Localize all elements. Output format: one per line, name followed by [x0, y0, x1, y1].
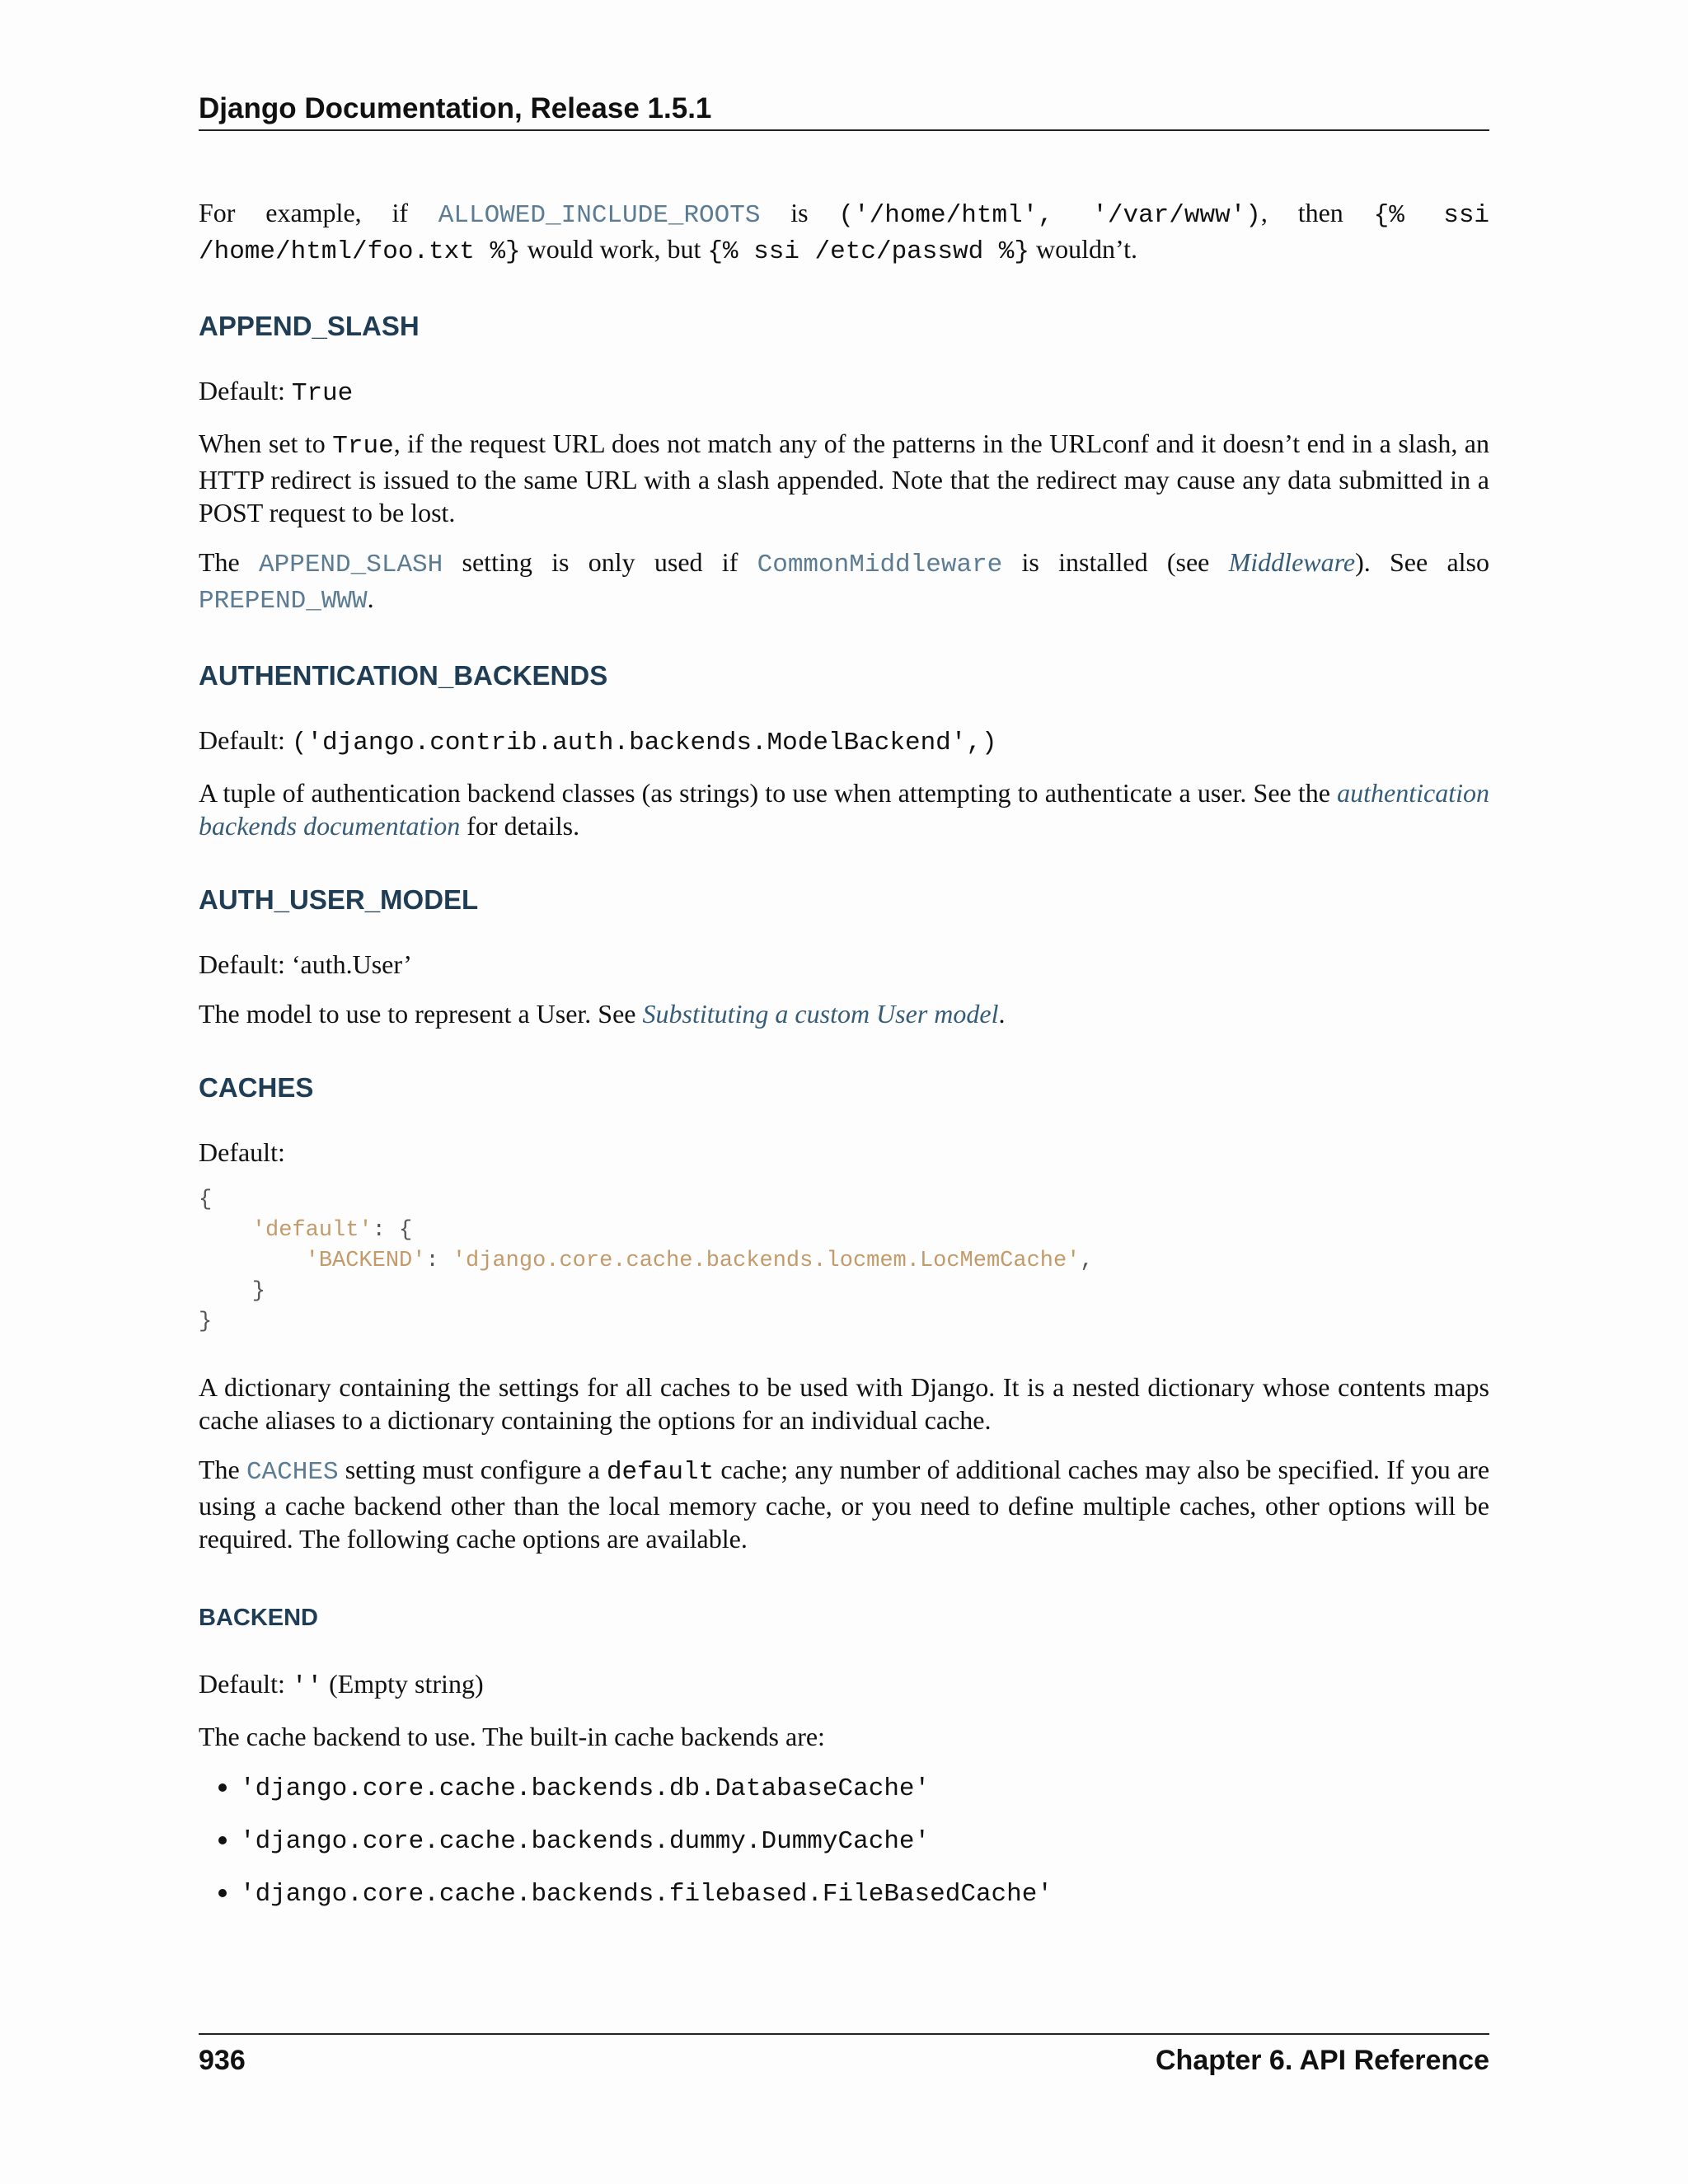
intro-paragraph: [199, 196, 1489, 269]
text: setting must configure a: [338, 1455, 607, 1484]
prepend-www-link[interactable]: PREPEND_WWW: [199, 587, 368, 616]
code-string: 'BACKEND': [305, 1249, 426, 1273]
chapter-title: Chapter 6. API Reference: [1156, 2045, 1489, 2076]
text: , if the request URL does not match any of the patterns in the URLconf and it doesn’t end in a slash, an HTTP redirect is issued to the same URL with a slash appended. Note that the redirect may cause any data submitted in a POST request to be lost.: [199, 429, 1490, 527]
caches-description: A dictionary containing the settings for all caches to be used with Django. It is a nested dictionary whose contents maps cache aliases to a dictionary containing the options for an individual cache.: [199, 1372, 1489, 1435]
page-number: 936: [199, 2045, 246, 2076]
default-value: ('django.contrib.auth.backends.ModelBackend',): [291, 729, 997, 757]
text: When set to: [199, 429, 333, 458]
section-heading-auth-user-model: AUTH_USER_MODEL: [199, 884, 479, 915]
middleware-link[interactable]: Middleware: [1228, 547, 1356, 577]
caches-note: [199, 1453, 1489, 1555]
code-line: {: [199, 1188, 213, 1212]
inline-code: default: [606, 1458, 715, 1487]
backend-description: The cache backend to use. The built-in cache backends are:: [199, 1722, 825, 1751]
code-line: }: [199, 1310, 213, 1334]
text: ). See also: [1355, 547, 1490, 577]
text: The model to use to represent a User. See: [199, 999, 643, 1029]
default-label: Default:: [199, 376, 292, 405]
default-line: Default:: [199, 1137, 285, 1167]
code-indent: [199, 1249, 306, 1273]
default-label: Default:: [199, 1669, 292, 1699]
default-line: [199, 374, 1489, 410]
list-item: [240, 1769, 1489, 1806]
caches-code-block: [199, 1185, 1489, 1338]
code-indent: [199, 1218, 252, 1243]
auth-backends-docs-link[interactable]: authentication backends documentation: [199, 778, 1489, 841]
text: is installed (see: [1002, 547, 1229, 577]
subsection-heading-backend: BACKEND: [199, 1605, 318, 1631]
code-line: }: [199, 1279, 266, 1304]
code-string: 'default': [251, 1218, 373, 1243]
header-rule: [199, 129, 1489, 131]
text: , then: [1260, 198, 1374, 227]
backend-class: 'django.core.cache.backends.db.DatabaseCache': [240, 1774, 931, 1803]
list-item: [240, 1875, 1489, 1911]
page-header: [199, 91, 1489, 127]
list-item: [240, 1822, 1489, 1858]
inline-code: ('/home/html', '/var/www'): [838, 201, 1261, 230]
default-line: Default: ‘auth.User’: [199, 949, 412, 979]
text: is: [760, 198, 839, 227]
backend-class: 'django.core.cache.backends.filebased.FileBasedCache': [240, 1880, 1053, 1909]
page-content: [199, 196, 1489, 1928]
code-text: ,: [1080, 1249, 1094, 1273]
page-footer: [199, 2042, 1489, 2079]
default-value: True: [291, 379, 354, 408]
text: For example, if: [199, 198, 438, 227]
footer-rule: [199, 2033, 1489, 2035]
append-slash-link[interactable]: APPEND_SLASH: [259, 551, 443, 579]
caches-link[interactable]: CACHES: [246, 1458, 339, 1487]
code-text: : {: [372, 1218, 413, 1243]
section-heading-caches: CACHES: [199, 1072, 314, 1103]
code-string: 'django.core.cache.backends.locmem.LocMemCache': [452, 1249, 1081, 1273]
header-title: Django Documentation, Release 1.5.1: [199, 92, 712, 124]
default-line: [199, 724, 1489, 760]
text: (Empty string): [322, 1669, 484, 1699]
text: cache; any number of additional caches may also be specified. If you are using a cache backend other than the local memory cache, or you need to define multiple caches, other options will be required. The following cache options are available.: [199, 1455, 1490, 1554]
text: .: [998, 999, 1006, 1029]
text: .: [367, 583, 374, 613]
text: A tuple of authentication backend classes (as strings) to use when attempting to authenticate a user. See the: [199, 778, 1338, 808]
custom-user-model-link[interactable]: Substituting a custom User model: [642, 999, 999, 1029]
default-line: [199, 1667, 1489, 1704]
section-heading-authentication-backends: AUTHENTICATION_BACKENDS: [199, 660, 608, 691]
text: The: [199, 1455, 246, 1484]
common-middleware-link[interactable]: CommonMiddleware: [757, 551, 1003, 579]
section-heading-append-slash: APPEND_SLASH: [199, 311, 420, 341]
document-page: [199, 0, 1489, 2184]
text: The: [199, 547, 260, 577]
append-slash-note: [199, 546, 1489, 618]
inline-code: {% ssi /home/html/foo.txt %}: [199, 201, 1490, 266]
backend-class: 'django.core.cache.backends.dummy.DummyCache': [240, 1827, 931, 1856]
text: would work, but: [520, 234, 708, 264]
allowed-include-roots-link[interactable]: ALLOWED_INCLUDE_ROOTS: [438, 201, 761, 230]
auth-backends-description: [199, 776, 1489, 842]
text: setting is only used if: [443, 547, 757, 577]
code-text: :: [425, 1249, 452, 1273]
inline-code: True: [332, 432, 394, 461]
text: wouldn’t.: [1029, 234, 1137, 264]
default-label: Default:: [199, 725, 292, 755]
text: for details.: [460, 811, 580, 841]
inline-code: {% ssi /etc/passwd %}: [707, 237, 1029, 266]
append-slash-description: [199, 427, 1489, 529]
default-value: '': [291, 1672, 323, 1701]
backend-list: [199, 1769, 1489, 1911]
auth-user-model-description: [199, 997, 1489, 1030]
